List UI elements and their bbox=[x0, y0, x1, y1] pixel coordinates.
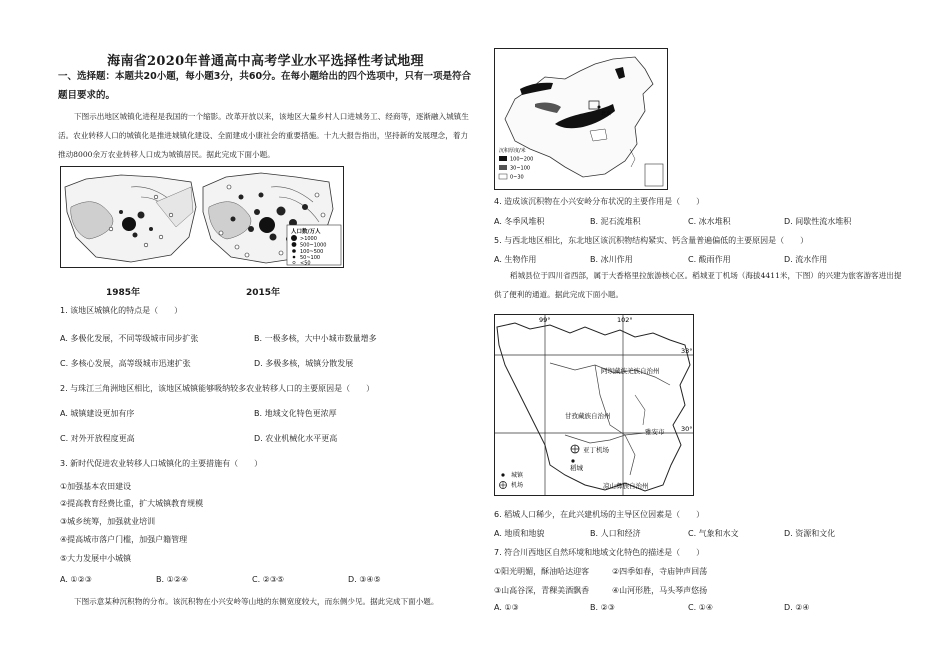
question-5-stem: 5. 与西北地区相比，东北地区该沉积物结构紧实、钙含量普遍偏低的主要原因是（ ） bbox=[494, 236, 809, 245]
map1-legend-item: >1000 bbox=[300, 236, 317, 242]
sichuan-map-figure bbox=[494, 314, 694, 496]
question-7-item: ②四季如春，寺庙钟声回荡 bbox=[612, 567, 708, 576]
question-7-item: ④山河形胜，马头琴声悠扬 bbox=[612, 586, 708, 595]
section-heading: 一、选择题：本题共20小题，每小题3分，共60分。在每小题给出的四个选项中，只有一项是符合题目要求的。 bbox=[58, 71, 472, 101]
question-3-item: ④提高城市落户门槛，加强户籍管理 bbox=[60, 535, 188, 544]
sichuan-map-svg bbox=[495, 315, 693, 495]
question-3-option-c[interactable]: C. ②③⑤ bbox=[252, 575, 285, 584]
question-4-option-a[interactable]: A. 冬季风堆积 bbox=[494, 217, 545, 226]
map1-legend-item: 500~1000 bbox=[300, 242, 327, 249]
question-3-item: ①加强基本农田建设 bbox=[60, 482, 132, 491]
question-2-stem: 2. 与珠江三角洲地区相比，该地区城镇能够吸纳较多农业转移人口的主要原因是（ ） bbox=[60, 384, 375, 393]
map3-town-label: 稻城 bbox=[570, 464, 583, 472]
question-3-item: ③城乡统筹，加强就业培训 bbox=[60, 517, 156, 526]
map1-legend-item: 50~100 bbox=[300, 255, 321, 261]
urbanization-map-figure bbox=[60, 166, 344, 268]
question-3-option-b[interactable]: B. ①②④ bbox=[156, 575, 189, 584]
question-7-item: ③山高谷深，青稞美酒飘香 bbox=[494, 586, 590, 595]
map1-legend bbox=[287, 225, 341, 267]
question-2-option-a[interactable]: A. 城镇建设更加有序 bbox=[60, 409, 135, 418]
sediment-map-figure bbox=[494, 48, 668, 190]
question-2-option-d[interactable]: D. 农业机械化水平更高 bbox=[254, 434, 338, 443]
map2-legend-item: 100~200 bbox=[510, 156, 534, 163]
question-4-option-d[interactable]: D. 间歇性流水堆积 bbox=[784, 217, 852, 226]
map3-lat-label: 30° bbox=[681, 425, 693, 433]
question-3-item: ⑤大力发展中小城镇 bbox=[60, 554, 132, 563]
map3-lat-label: 33° bbox=[681, 347, 693, 355]
map3-lon-label: 99° bbox=[539, 316, 551, 324]
map2-city-label: 北京 bbox=[601, 111, 612, 117]
map3-lon-label: 102° bbox=[617, 316, 633, 324]
town-icon bbox=[571, 459, 574, 462]
question-6-option-c[interactable]: C. 气象和水文 bbox=[688, 529, 739, 538]
question-3-item: ②提高教育经费比重，扩大城镇教育规模 bbox=[60, 499, 204, 508]
question-1-option-b[interactable]: B. 一极多核，大中小城市数量增多 bbox=[254, 334, 377, 343]
map1-legend-item: <50 bbox=[300, 260, 311, 267]
question-3-stem: 3. 新时代促进农业转移人口城镇化的主要措施有（ ） bbox=[60, 459, 263, 468]
question-5-option-c[interactable]: C. 酸雨作用 bbox=[688, 255, 731, 264]
map1-year-right: 2015年 bbox=[246, 288, 281, 298]
question-7-stem: 7. 符合川西地区自然环境和地域文化特色的描述是（ ） bbox=[494, 548, 705, 557]
map3-region-label: 甘孜藏族自治州 bbox=[565, 412, 611, 420]
question-1-option-d[interactable]: D. 多极多核，城镇分散发展 bbox=[254, 359, 354, 368]
intro-paragraph-1: 下图示出地区城镇化进程是我国的一个缩影。改革开放以来，该地区大量乡村人口进城务工、经商等，逐渐融入城镇生活。农业转移人口的城镇化是推进城镇化建设、全面建成小康社会的重要措施。十九大报告指出，坚持新的发展理念，着力推动8000余万农业转移人口成为城镇居民。据此完成下面小题。 bbox=[58, 112, 469, 159]
question-1-option-c[interactable]: C. 多核心发展，高等级城市迅速扩张 bbox=[60, 359, 191, 368]
question-7-item: ①阳光明媚，酥油哈达迎客 bbox=[494, 567, 590, 576]
map3-city-label: 雅安市 bbox=[645, 428, 665, 436]
map2-legend-title: 沉积厚度/米 bbox=[499, 148, 526, 154]
question-4-stem: 4. 造成该沉积物在小兴安岭分布状况的主要作用是（ ） bbox=[494, 197, 705, 206]
question-2-option-c[interactable]: C. 对外开放程度更高 bbox=[60, 434, 135, 443]
map2-legend-item: 0~30 bbox=[510, 174, 524, 181]
question-6-stem: 6. 稻城人口稀少，在此兴建机场的主导区位因素是（ ） bbox=[494, 510, 705, 519]
question-7-option-b[interactable]: B. ②③ bbox=[590, 603, 615, 612]
province-boundary bbox=[497, 323, 690, 491]
question-6-option-b[interactable]: B. 人口和经济 bbox=[590, 529, 641, 538]
map-1985 bbox=[65, 175, 196, 262]
question-1-option-a[interactable]: A. 多极化发展，不同等级城市同步扩张 bbox=[60, 334, 199, 343]
question-2-option-b[interactable]: B. 地域文化特色更浓厚 bbox=[254, 409, 337, 418]
sediment-map-svg bbox=[495, 49, 667, 189]
map3-region-label: 凉山彝族自治州 bbox=[603, 482, 649, 490]
map1-legend-title: 人口数/万人 bbox=[291, 229, 321, 235]
question-7-option-d[interactable]: D. ②④ bbox=[784, 603, 810, 612]
map3-region-label: 阿坝藏族羌族自治州 bbox=[601, 367, 660, 375]
map2-legend-item: 30~100 bbox=[510, 165, 531, 172]
map3-legend-airport: 机场 bbox=[511, 482, 524, 489]
intro-paragraph-2: 下图示意某种沉积物的分布。该沉积物在小兴安岭等山地的东侧宽度较大，而东侧少见。据此完成下面小题。 bbox=[74, 597, 439, 606]
page-title: 海南省2020年普通高中高考学业水平选择性考试地理 bbox=[107, 54, 424, 69]
map1-legend-item: 100~500 bbox=[300, 249, 324, 255]
question-4-option-c[interactable]: C. 冰水堆积 bbox=[688, 217, 731, 226]
map1-year-left: 1985年 bbox=[106, 288, 141, 298]
question-3-option-d[interactable]: D. ③④⑤ bbox=[348, 575, 381, 584]
question-6-option-a[interactable]: A. 地质和地貌 bbox=[494, 529, 545, 538]
intro-paragraph-3: 稻城县位于四川省西部，属于大香格里拉旅游核心区。稻城亚丁机场（海拔4411米，下图）的兴建为旅客游客进出提供了便利的通道。据此完成下面小题。 bbox=[494, 271, 902, 299]
urbanization-maps-svg bbox=[61, 167, 343, 267]
question-4-option-b[interactable]: B. 泥石流堆积 bbox=[590, 217, 641, 226]
question-5-option-b[interactable]: B. 冰川作用 bbox=[590, 255, 633, 264]
question-7-option-a[interactable]: A. ①③ bbox=[494, 603, 519, 612]
question-7-option-c[interactable]: C. ①④ bbox=[688, 603, 714, 612]
question-6-option-d[interactable]: D. 资源和文化 bbox=[784, 529, 836, 538]
map3-airport-label: 亚丁机场 bbox=[583, 446, 609, 454]
question-5-option-a[interactable]: A. 生物作用 bbox=[494, 255, 537, 264]
question-5-option-d[interactable]: D. 流水作用 bbox=[784, 255, 828, 264]
map3-legend-town: 城镇 bbox=[511, 472, 524, 479]
question-3-option-a[interactable]: A. ①②③ bbox=[60, 575, 92, 584]
question-1-stem: 1. 该地区城镇化的特点是（ ） bbox=[60, 306, 183, 315]
